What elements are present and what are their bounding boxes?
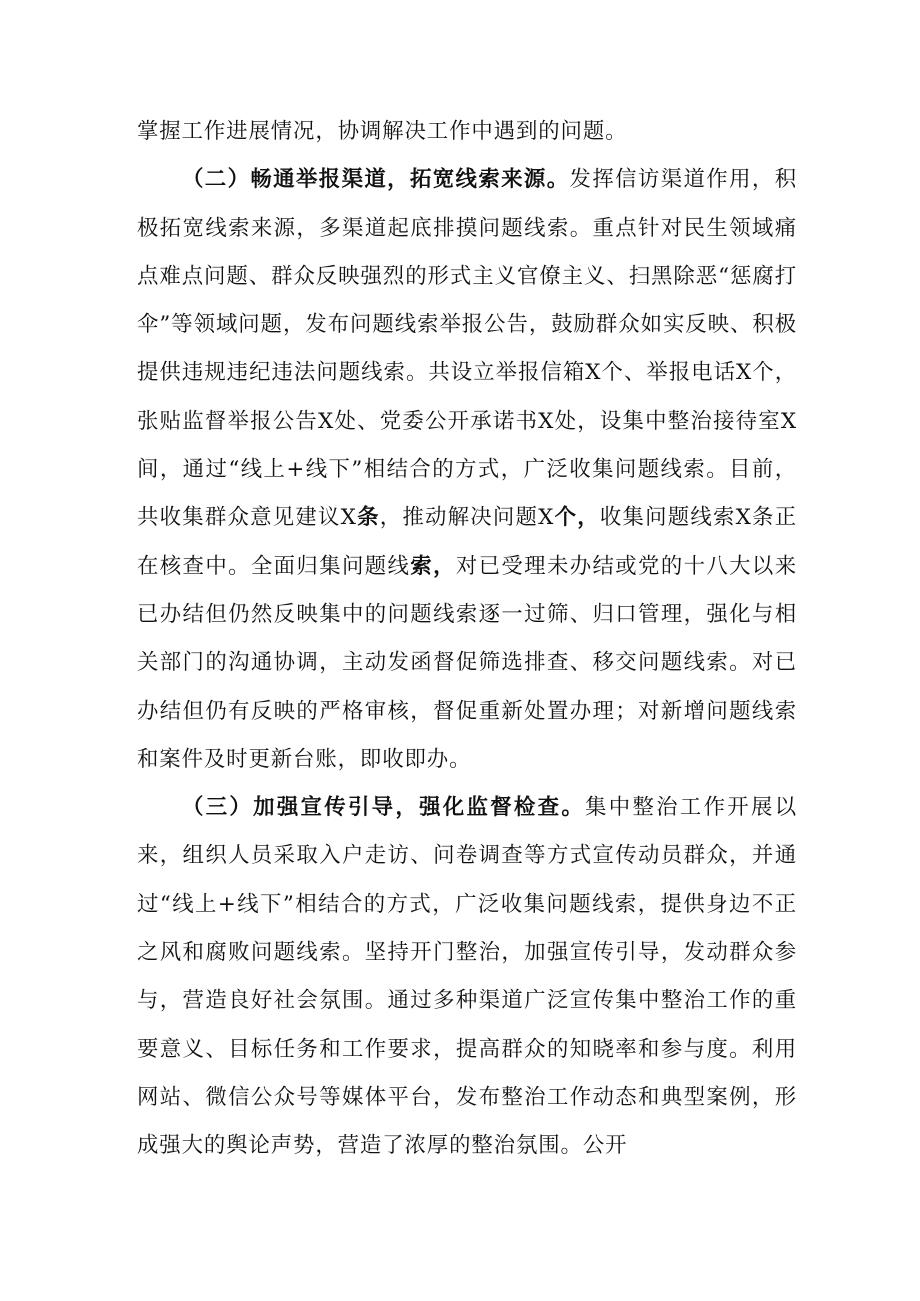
paragraph-1-text: 掌握工作进展情况，协调解决工作中遇到的问题。 — [137, 119, 628, 144]
paragraph-3-heading: （三）加强宣传引导，强化监督检查。 — [182, 795, 586, 821]
document-body — [137, 108, 797, 1171]
paragraph-2-text-c: 收集问题线索X条正在核查中。全面归集问题线 — [137, 505, 797, 579]
paragraph-3 — [137, 784, 797, 1170]
paragraph-3-text: 集中整治工作开展以来，组织人员采取入户走访、问卷调查等方式宣传动员群众，并通过“线上+线下”相结合的方式，广泛收集问题线索，提供身边不正之风和腐败问题线索。坚持开门整治，加强宣传引导，发动群众参与，营造良好社会氛围。通过多种渠道广泛宣传集中整治工作的重要意义、目标任务和工作要求，提高群众的知晓率和参与度。利用网站、微信公众号等媒体平台，发布整治工作动态和典型案例，形成强大的舆论声势，营造了浓厚的整治氛围。公开 — [137, 795, 797, 1159]
paragraph-1 — [137, 108, 797, 156]
paragraph-2-bold-2: 个， — [554, 505, 600, 531]
paragraph-2-text-a: 发挥信访渠道作用，积极拓宽线索来源，多渠道起底排摸问题线索。重点针对民生领域痛点难点问题、群众反映强烈的形式主义官僚主义、扫黑除恶“惩腐打伞”等领域问题，发布问题线索举报公告，鼓励群众如实反映、积极提供违规违纪违法问题线索。共设立举报信箱X个、举报电话X个，张贴监督举报公告X处、党委公开承诺书X处，设集中整治接待室X间，通过“线上+线下”相结合的方式，广泛收集问题线索。目前，共收集群众意见建议X — [137, 167, 797, 531]
paragraph-2-heading: （二）畅通举报渠道，拓宽线索来源。 — [182, 167, 570, 193]
paragraph-2-text-b: ，推动解决问题X — [379, 505, 555, 531]
paragraph-2 — [137, 156, 797, 784]
paragraph-2-bold-3: 索， — [410, 553, 456, 579]
paragraph-2-text-d: 对已受理未办结或党的十八大以来已办结但仍然反映集中的问题线索逐一过筛、归口管理，强化与相关部门的沟通协调，主动发函督促筛选排查、移交问题线索。对已办结但仍有反映的严格审核，督促重新处置办理；对新增问题线索和案件及时更新台账，即收即办。 — [137, 553, 797, 772]
paragraph-2-bold-1: 条 — [356, 505, 380, 531]
